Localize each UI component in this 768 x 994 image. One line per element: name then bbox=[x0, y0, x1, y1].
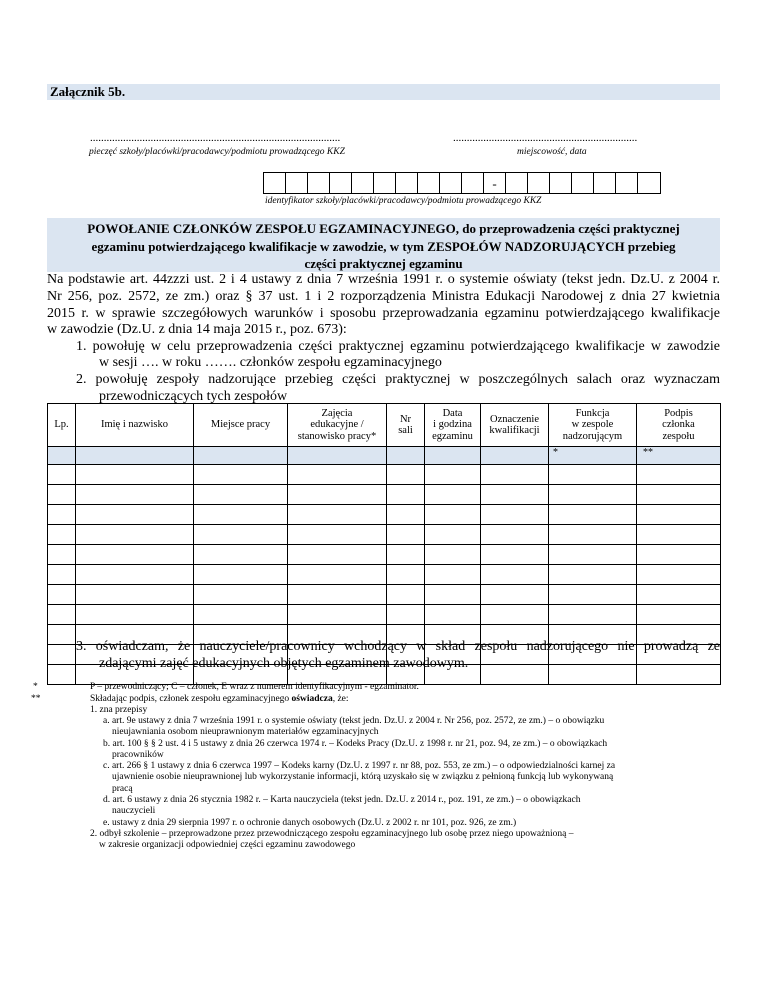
id-box[interactable] bbox=[440, 173, 462, 193]
item-2-line-1: 2. powołuję zespoły nadzorujące przebieg części praktycznej w poszczególnych salach oraz wyznaczam bbox=[76, 372, 720, 387]
col-workplace: Miejsce pracy bbox=[194, 404, 288, 447]
table-row bbox=[48, 485, 721, 505]
id-box[interactable] bbox=[264, 173, 286, 193]
footnote-1: P – przewodniczący; C – członek, E wraz z numerem identyfikacyjnym - egzaminator. bbox=[90, 682, 419, 692]
id-box[interactable] bbox=[528, 173, 550, 193]
footnote-2: Składając podpis, członek zespołu egzaminacyjnego oświadcza, że: bbox=[90, 694, 349, 704]
footnote-list-1: 1. zna przepisy bbox=[90, 705, 148, 715]
id-box[interactable] bbox=[396, 173, 418, 193]
body-line-4: w zawodzie (Dz.U. z dnia 14 maja 2015 r., poz. 673): bbox=[47, 322, 347, 337]
id-dash: - bbox=[484, 173, 506, 193]
footnote-star-2: ** bbox=[31, 694, 41, 704]
date-caption: miejscowość, data bbox=[517, 147, 587, 157]
col-qualification: Oznaczenie kwalifikacji bbox=[481, 404, 549, 447]
title-line-2: egzaminu potwierdzającego kwalifikacje w zawodzie, w tym ZESPOŁÓW NADZORUJĄCYCH przebieg bbox=[91, 238, 676, 254]
footnote-e-1: e. ustawy z dnia 29 sierpnia 1997 r. o ochronie danych osobowych (Dz.U. z 2002 r. nr 101, poz. 926, ze zm.) bbox=[103, 818, 517, 828]
item-1-line-2: w sesji …. w roku ……. członków zespołu egzaminacyjnego bbox=[99, 355, 442, 370]
identifier-caption: identyfikator szkoły/placówki/pracodawcy/podmiotu prowadzącego KKZ bbox=[265, 196, 542, 206]
col-classes: Zajęcia edukacyjne / stanowisko pracy* bbox=[288, 404, 387, 447]
id-box[interactable] bbox=[352, 173, 374, 193]
body-line-3: 2015 r. w sprawie szczegółowych warunków i sposobu przeprowadzania egzaminu potwierdzającego kwalifikacje bbox=[47, 306, 720, 321]
document-title bbox=[47, 218, 720, 272]
id-box[interactable] bbox=[616, 173, 638, 193]
footnote-a-1: a. art. 9e ustawy z dnia 7 września 1991 r. o systemie oświaty (tekst jedn. Dz.U. z 2004 r. Nr 256, poz. 2572, ze zm.) – o obowiązku bbox=[103, 716, 605, 726]
id-box[interactable] bbox=[330, 173, 352, 193]
title-line-3: części praktycznej egzaminu bbox=[304, 256, 463, 271]
table-row bbox=[48, 505, 721, 525]
footnote-a-2: nieujawniania osobom nieuprawnionym materiałów egzaminacyjnych bbox=[112, 727, 379, 737]
attachment-header bbox=[47, 84, 720, 100]
id-box[interactable] bbox=[594, 173, 616, 193]
footnote-d-1: d. art. 6 ustawy z dnia 26 stycznia 1982 r. – Karta nauczyciela (tekst jedn. Dz.U. z 2014 r., poz. 191, ze zm.) – o obowiązkach bbox=[103, 795, 581, 805]
date-dotted-line: ................................................................... bbox=[453, 133, 638, 144]
footnote-b-2: pracowników bbox=[112, 750, 164, 760]
item-3-line-2: zdającymi zajęć edukacyjnych objętych egzaminem zawodowym. bbox=[99, 656, 469, 671]
footnote-c-3: pracą bbox=[112, 784, 133, 794]
col-lp: Lp. bbox=[48, 404, 76, 447]
col-function: Funkcja w zespole nadzorującym bbox=[549, 404, 637, 447]
col-name: Imię i nazwisko bbox=[76, 404, 194, 447]
col-room: Nr sali bbox=[387, 404, 425, 447]
footnote-list-2b: w zakresie organizacji odpowiedniej części egzaminu zawodowego bbox=[99, 840, 356, 850]
table-header-row bbox=[48, 404, 721, 447]
id-box[interactable] bbox=[572, 173, 594, 193]
id-box[interactable] bbox=[550, 173, 572, 193]
school-identifier-boxes[interactable] bbox=[263, 172, 661, 194]
table-row bbox=[48, 605, 721, 625]
item-1-line-1: 1. powołuję w celu przeprowadzenia części praktycznej egzaminu potwierdzającego kwalifikacje w zawodzie bbox=[76, 339, 720, 354]
footnote-list-2a: 2. odbył szkolenie – przeprowadzone przez przewodniczącego zespołu egzaminacyjnego lub osobę przez niego upoważnioną – bbox=[90, 829, 574, 839]
table-marker-row bbox=[48, 447, 721, 465]
id-box[interactable] bbox=[308, 173, 330, 193]
attachment-label: Załącznik 5b. bbox=[50, 84, 126, 99]
table-row bbox=[48, 565, 721, 585]
item-3-line-1: 3. oświadczam, że nauczyciele/pracownicy wchodzący w skład zespołu nadzorującego nie prowadzą ze bbox=[76, 639, 720, 654]
item-2-line-2: przewodniczących tych zespołów bbox=[99, 389, 288, 404]
signature-marker: ** bbox=[637, 447, 721, 465]
id-box[interactable] bbox=[638, 173, 660, 193]
stamp-dotted-line: ........................................................................................... bbox=[90, 133, 341, 144]
table-row bbox=[48, 545, 721, 565]
id-box[interactable] bbox=[418, 173, 440, 193]
id-box[interactable] bbox=[462, 173, 484, 193]
function-marker: * bbox=[549, 447, 637, 465]
footnote-c-1: c. art. 266 § 1 ustawy z dnia 6 czerwca 1997 – Kodeks karny (Dz.U. z 1997 r. nr 88, poz. 553, ze zm.) – o odpowiedzialności karnej za bbox=[103, 761, 616, 771]
footnote-star-1: * bbox=[33, 682, 38, 692]
id-box[interactable] bbox=[286, 173, 308, 193]
table-row bbox=[48, 585, 721, 605]
footnote-b-1: b. art. 100 § § 2 ust. 4 i 5 ustawy z dnia 26 czerwca 1974 r. – Kodeks Pracy (Dz.U. z 1998 r. nr 21, poz. 94, ze zm.) – o obowiązkach bbox=[103, 739, 608, 749]
title-line-1: POWOŁANIE CZŁONKÓW ZESPOŁU EGZAMINACYJNEGO, do przeprowadzenia części praktycznej bbox=[87, 221, 680, 236]
footnote-c-2: ujawnienie osobie nieuprawnionej lub wykorzystanie informacji, którą uzyskało się w związku z pełnioną funkcją lub wykonywaną bbox=[112, 772, 614, 782]
id-box[interactable] bbox=[374, 173, 396, 193]
footnote-d-2: nauczycieli bbox=[112, 806, 156, 816]
table-row bbox=[48, 525, 721, 545]
col-date: Data i godzina egzaminu bbox=[425, 404, 481, 447]
id-box[interactable] bbox=[506, 173, 528, 193]
col-signature: Podpis członka zespołu bbox=[637, 404, 721, 447]
body-line-1: Na podstawie art. 44zzzi ust. 2 i 4 ustawy z dnia 7 września 1991 r. o systemie oświaty (tekst jedn. Dz.U. z 2004 r. bbox=[47, 272, 720, 287]
body-line-2: Nr 256, poz. 2572, ze zm.) oraz § 37 ust. 1 i 2 rozporządzenia Ministra Edukacji Narodowej z dnia 27 kwietnia bbox=[47, 289, 720, 304]
table-row bbox=[48, 465, 721, 485]
stamp-caption: pieczęć szkoły/placówki/pracodawcy/podmiotu prowadzącego KKZ bbox=[89, 147, 345, 157]
